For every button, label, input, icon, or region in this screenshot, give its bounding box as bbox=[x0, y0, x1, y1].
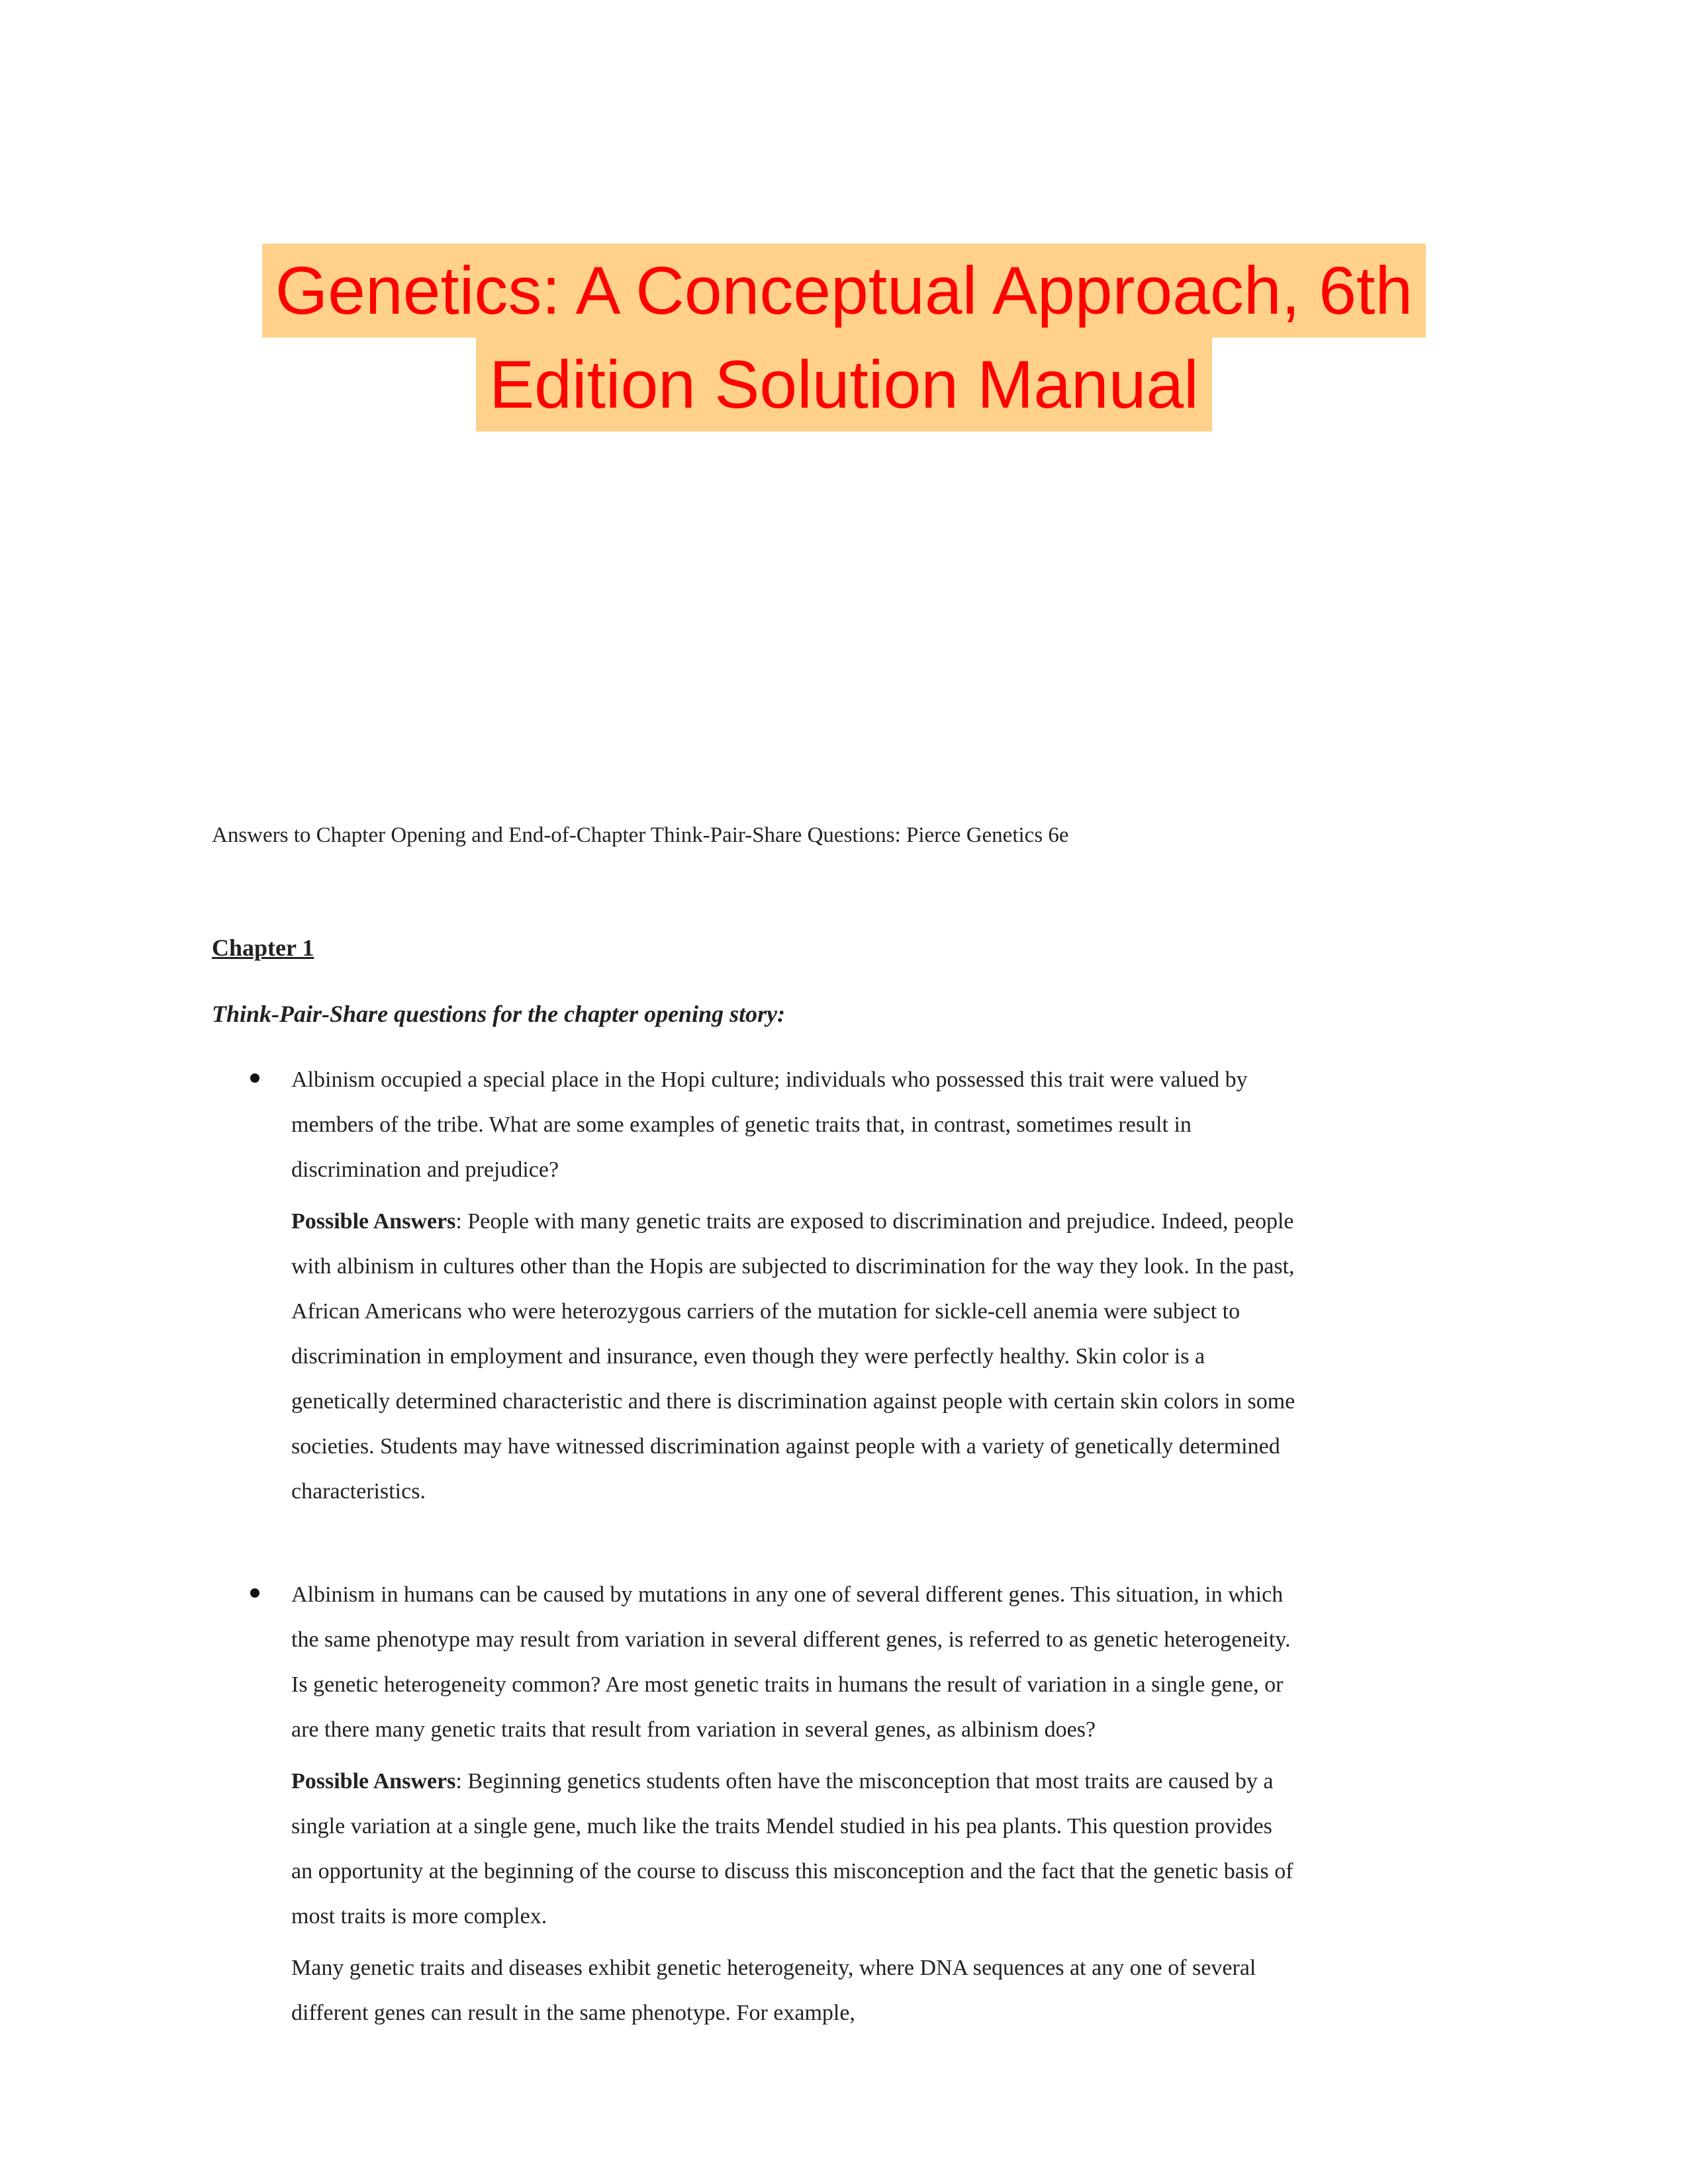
document-title bbox=[0, 244, 1688, 432]
document-subtitle: Answers to Chapter Opening and End-of-Chapter Think-Pair-Share Questions: Pierce Genetics 6e bbox=[212, 823, 1069, 847]
document-body bbox=[212, 821, 1297, 2036]
title-line-1: Genetics: A Conceptual Approach, 6th bbox=[262, 244, 1426, 338]
bullet-icon bbox=[250, 1588, 259, 1598]
question-item-2 bbox=[212, 1572, 1297, 2036]
bullet-icon bbox=[250, 1073, 259, 1083]
answer-label: Possible Answers bbox=[291, 1209, 456, 1234]
answer-label: Possible Answers bbox=[291, 1769, 456, 1794]
answer-text: : Beginning genetics students often have the misconception that most traits are caused by a single variation at a single gene, much like the traits Mendel studied in his pea plants. This question provides an opportunity at the beginning of the course to discuss this misconception and the fact that the genetic basis of most traits is more complex. bbox=[291, 1769, 1293, 1929]
answer-paragraph bbox=[291, 1199, 1297, 1514]
answer-paragraph bbox=[291, 1759, 1297, 1939]
answer-text: : People with many genetic traits are exposed to discrimination and prejudice. Indeed, people with albinism in cultures other than the Hopis are subjected to discrimination for the way they look. In the past, African Americans who were heterozygous carriers of the mutation for sickle-cell anemia were subject to discrimination in employment and insurance, even though they were perfectly healthy. Skin color is a genetically determined characteristic and there is discrimination against people with certain skin colors in some societies. Students may have witnessed discrimination against people with a variety of genetically determined characteristics. bbox=[291, 1209, 1295, 1504]
section-heading: Think-Pair-Share questions for the chapter opening story: bbox=[212, 1001, 786, 1027]
question-text: Albinism occupied a special place in the Hopi culture; individuals who possessed this trait were valued by members of the tribe. What are some examples of genetic traits that, in contrast, sometimes result in discrimination and prejudice? bbox=[291, 1068, 1248, 1182]
chapter-heading: Chapter 1 bbox=[212, 934, 314, 961]
question-text: Albinism in humans can be caused by mutations in any one of several different genes. This situation, in which the same phenotype may result from variation in several different genes, is referred to as genetic heterogeneity. Is genetic heterogeneity common? Are most genetic traits in humans the result of variation in a single gene, or are there many genetic traits that result from variation in several genes, as albinism does? bbox=[291, 1582, 1291, 1742]
question-item-1 bbox=[212, 1058, 1297, 1514]
title-line-2: Edition Solution Manual bbox=[476, 338, 1212, 432]
answer-continuation: Many genetic traits and diseases exhibit genetic heterogeneity, where DNA sequences at any one of several different genes can result in the same phenotype. For example, bbox=[291, 1956, 1256, 2025]
